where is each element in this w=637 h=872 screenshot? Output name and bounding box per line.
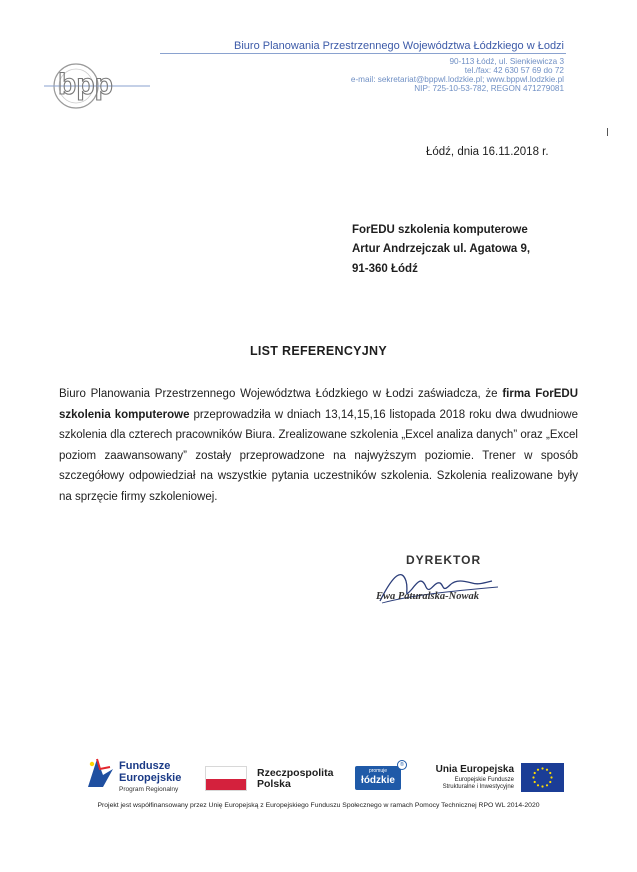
eu-star: [546, 769, 548, 771]
eu-flag-icon: [521, 763, 564, 792]
eu-star: [534, 772, 536, 774]
lodzkie-logo-icon: [355, 762, 404, 790]
eu-star: [532, 776, 534, 778]
letter-body: [59, 384, 578, 507]
header-address: 90-113 Łódź, ul. Sienkiewicza 3: [449, 57, 564, 66]
footer-funding-note: Projekt jest współfinansowany przez Unię Europejską z Europejskiego Funduszu Społecznego w ramach Pomocy Technicznej RPO WL 2014-2020: [97, 802, 540, 809]
director-title: DYREKTOR: [406, 553, 482, 567]
rp-line-2: Polska: [257, 778, 291, 790]
handwritten-signature: [372, 563, 502, 613]
lodzkie-small-text: promuje: [368, 768, 388, 774]
fe-line-1: Fundusze: [119, 760, 171, 772]
eu-star: [549, 781, 551, 783]
body-details: przeprowadziła w dniach 13,14,15,16 listopada 2018 roku dwa dwudniowe szkolenia dla czterech pracowników Biura. Zrealizowane szkolenia „Excel analiza danych” oraz „Excel poziom zaawansowany” zostały przeprowadzone na najwyższym poziomie. Trener w sposób szczegółowy odpowiedział na wszystkie pytania uczestników szkolenia. Szkolenia realizowane były na sprzęcie firmy szkoleniowej.: [59, 408, 579, 503]
eu-star: [537, 784, 539, 786]
institution-name: Biuro Planowania Przestrzennego Województwa Łódzkiego w Łodzi: [234, 40, 564, 52]
bpp-logo-icon: [42, 50, 152, 110]
letter-title: LIST REFERENCYJNY: [249, 344, 388, 358]
header-ids: NIP: 725-10-53-782, REGON 471279081: [414, 84, 564, 93]
body-company-name: firma ForEDU szkolenia komputerowe: [59, 388, 579, 421]
fe-line-2: Europejskie: [119, 772, 182, 784]
recipient-line-3: 91-360 Łódź: [352, 263, 418, 275]
header-divider: [160, 53, 566, 54]
svg-text:bpp: bpp: [58, 68, 113, 101]
recipient-line-2: Artur Andrzejczak ul. Agatowa 9,: [352, 243, 531, 255]
registered-mark: ®: [397, 760, 407, 770]
eu-star: [550, 776, 552, 778]
fundusze-europejskie-icon: [86, 757, 116, 789]
eu-star: [549, 772, 551, 774]
lodzkie-big-text: łódzkie: [361, 775, 395, 786]
eu-star: [537, 769, 539, 771]
director-name: Ewa Paturalska-Nowak: [376, 591, 479, 602]
rp-line-1: Rzeczpospolita: [257, 767, 334, 779]
recipient-line-1: ForEDU szkolenia komputerowe: [352, 224, 528, 236]
eu-star: [541, 785, 543, 787]
eu-star: [546, 784, 548, 786]
ue-line-1: Unia Europejska: [435, 764, 514, 775]
ue-line-2: Europejskie Fundusze: [454, 777, 514, 783]
scan-edge-mark: [607, 128, 608, 136]
header-phone: tel./fax: 42 630 57 69 do 72: [464, 66, 564, 75]
body-intro: Biuro Planowania Przestrzennego Województwa Łódzkiego w Łodzi zaświadcza, że: [59, 388, 503, 400]
letter-date: Łódź, dnia 16.11.2018 r.: [426, 146, 549, 158]
ue-line-3: Strukturalne i Inwestycyjne: [442, 784, 514, 790]
eu-star: [541, 767, 543, 769]
poland-flag-icon: [205, 766, 247, 791]
header-contact: e-mail: sekretariat@bppwl.lodzkie.pl; www.bppwl.lodzkie.pl: [350, 75, 564, 84]
fe-line-3: Program Regionalny: [119, 786, 179, 793]
eu-star: [534, 781, 536, 783]
